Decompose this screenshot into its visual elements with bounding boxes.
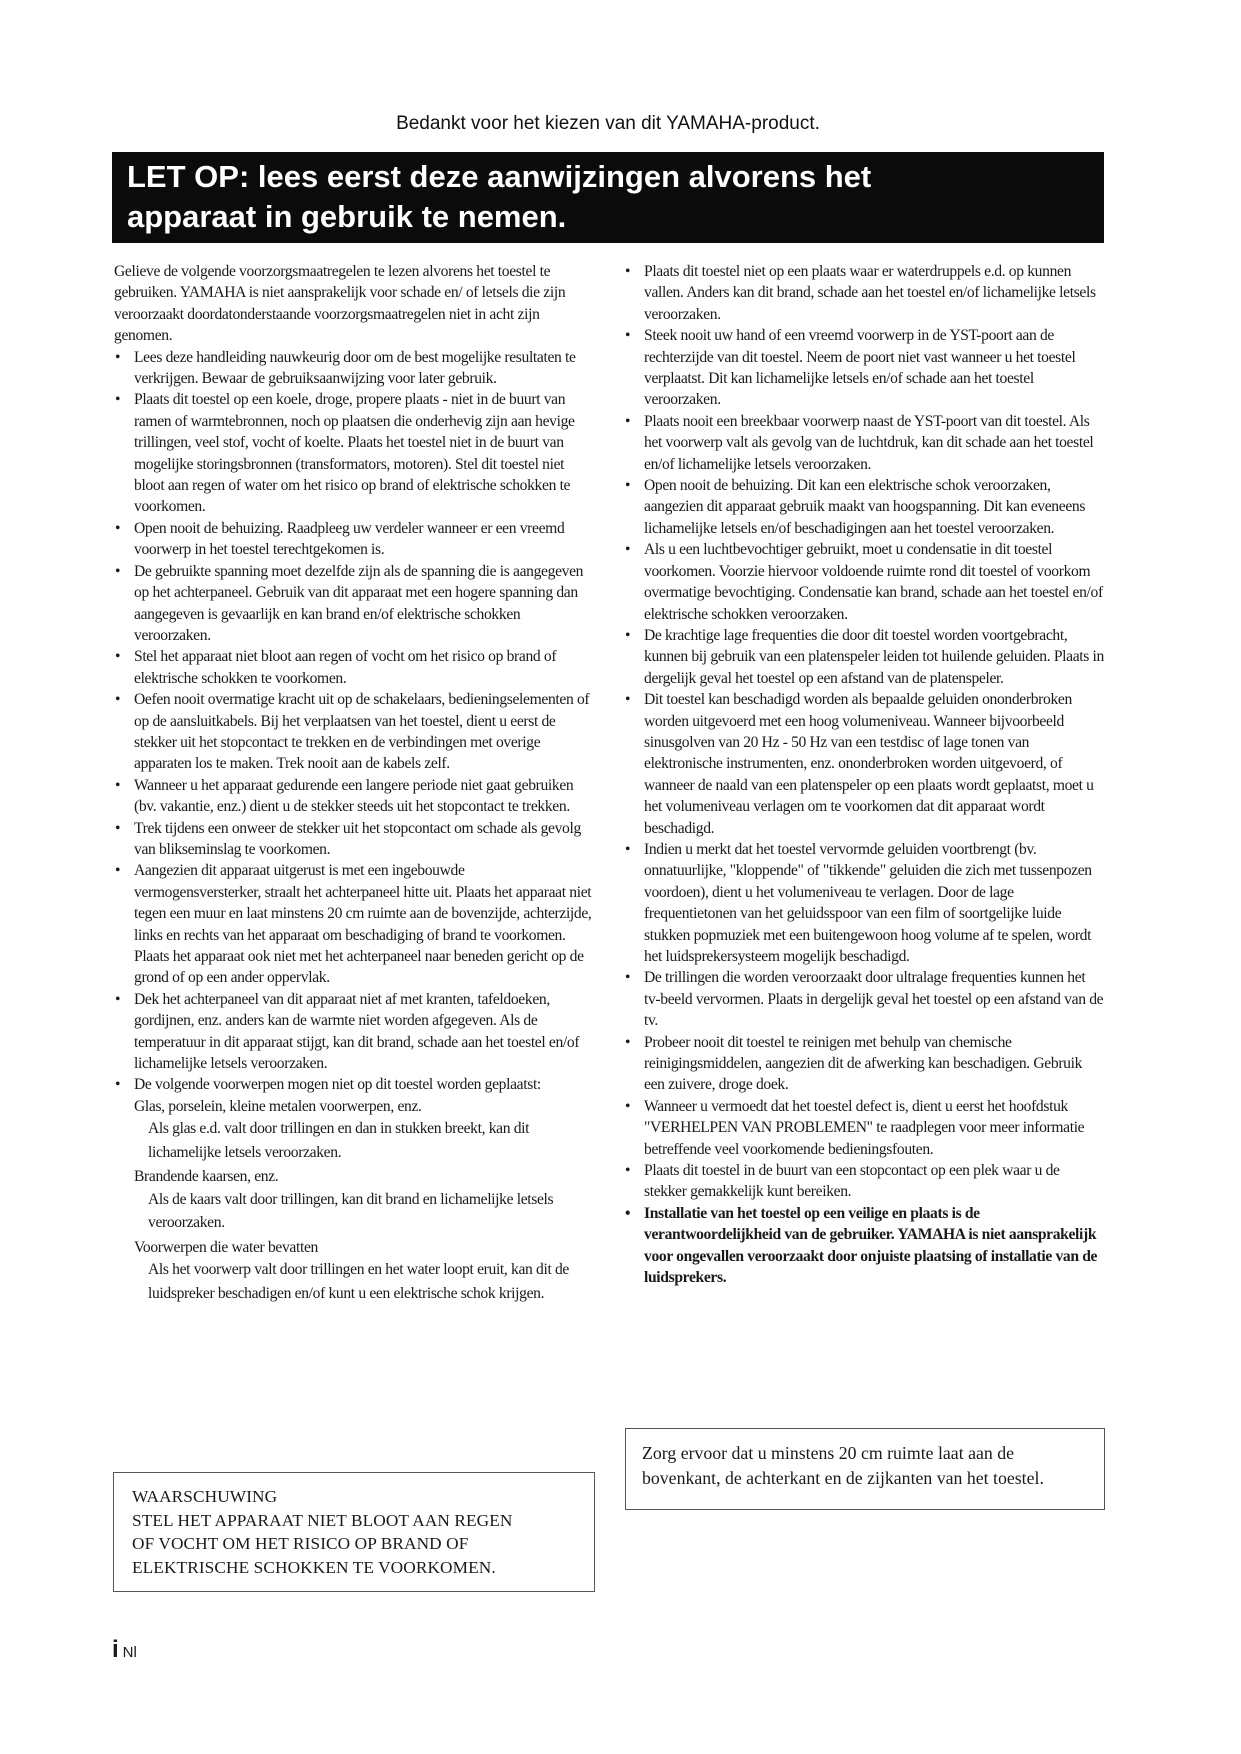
precaution-item: • De volgende voorwerpen mogen niet op dit toestel worden geplaatst: <box>114 1074 592 1095</box>
object-explanation: Als het voorwerp valt door trillingen en het water loopt eruit, kan dit de luidspreker beschadigen en/of kunt u een elektrische schok krijgen. <box>148 1261 570 1302</box>
object-heading: Glas, porselein, kleine metalen voorwerpen, enz. <box>134 1097 422 1115</box>
precaution-item: • Als u een luchtbevochtiger gebruikt, moet u condensatie in dit toestel voorkomen. Voorzie hiervoor voldoende ruimte rond dit toestel of voorkom overmatige bevochtiging. Condensatie kan brand, schade aan het toestel en/of elektrische schokken veroorzaken. <box>624 539 1104 625</box>
left-column <box>114 261 592 1307</box>
object-explanation: Als glas e.d. valt door trillingen en dan in stukken breekt, kan dit lichamelijke letsels veroorzaken. <box>148 1120 530 1161</box>
right-precautions-list <box>624 261 1104 1289</box>
precaution-item: • Indien u merkt dat het toestel vervormde geluiden voortbrengt (bv. onnatuurlijke, "kloppende" of "tikkende" geluiden die zich met tussenpozen voordoen), dient u het volumeniveau te verlagen. Door de lage frequentietonen van het geluidsspoor van een film of soortgelijke luide stukken popmuziek met een buitengewoon hoog volume af te spelen, wordt het luidsprekersysteem mogelijk beschadigd. <box>624 839 1104 967</box>
thank-you-line: Bedankt voor het kiezen van dit YAMAHA-product. <box>396 113 820 134</box>
installation-responsibility-item: • Installatie van het toestel op een veilige en plaats is de verantwoordelijkheid van de gebruiker. YAMAHA is niet aansprakelijk voor ongevallen veroorzaakt door onjuiste plaatsing of installatie van de luidsprekers. <box>624 1203 1104 1289</box>
warning-box <box>113 1472 595 1592</box>
object-heading: Voorwerpen die water bevatten <box>134 1238 318 1256</box>
right-column <box>624 261 1104 1289</box>
warning-title: WAARSCHUWING <box>132 1487 278 1506</box>
precaution-item: • Wanneer u het apparaat gedurende een langere periode niet gaat gebruiken (bv. vakantie, enz.) dient u de stekker steeds uit het stopcontact te trekken. <box>114 775 592 818</box>
precaution-item: • Oefen nooit overmatige kracht uit op de schakelaars, bedieningselementen of op de aansluitkabels. Bij het verplaatsen van het toestel, dient u eerst de stekker uit het stopcontact te trekken en de verbindingen met overige apparaten los te maken. Trek nooit aan de kabels zelf. <box>114 689 592 775</box>
banner-title-line-1: LET OP: lees eerst deze aanwijzingen alvorens het <box>127 159 872 194</box>
precaution-item: • Stel het apparaat niet bloot aan regen of vocht om het risico op brand of elektrische schokken te voorkomen. <box>114 646 592 689</box>
object-explanation: Als de kaars valt door trillingen, kan dit brand en lichamelijke letsels veroorzaken. <box>148 1190 554 1232</box>
banner-title-line-2: apparaat in gebruik te nemen. <box>127 199 567 234</box>
note-line: bovenkant, de achterkant en de zijkanten van het toestel. <box>642 1467 1044 1488</box>
precaution-item: • Probeer nooit dit toestel te reinigen met behulp van chemische reinigingsmiddelen, aangezien dit de afwerking kan beschadigen. Gebruik een zuivere, droge doek. <box>624 1032 1104 1096</box>
warning-line: OF VOCHT OM HET RISICO OP BRAND OF <box>132 1534 469 1553</box>
left-precautions-list <box>114 347 592 1096</box>
precaution-item: • Aangezien dit apparaat uitgerust is met een ingebouwde vermogensversterker, straalt het achterpaneel hitte uit. Plaats het apparaat niet tegen een muur en laat minstens 20 cm ruimte aan de bovenzijde, achterzijde, links en rechts van het apparaat om beschadiging of brand te voorkomen. Plaats het apparaat ook niet met het achterpaneel naar beneden gericht op de grond of op een ander oppervlak. <box>114 860 592 988</box>
precaution-item: • Plaats nooit een breekbaar voorwerp naast de YST-poort van dit toestel. Als het voorwerp valt als gevolg van de luchtdruk, kan dit schade aan het toestel en/of lichamelijke letsels veroorzaken. <box>624 411 1104 475</box>
object-heading: Brandende kaarsen, enz. <box>134 1168 279 1186</box>
precaution-item: • Plaats dit toestel niet op een plaats waar er waterdruppels e.d. op kunnen vallen. Anders kan dit brand, schade aan het toestel en/of lichamelijke letsels veroorzaken. <box>624 261 1104 325</box>
precaution-item: • Plaats dit toestel in de buurt van een stopcontact op een plek waar u de stekker gemakkelijk kunt bereiken. <box>624 1160 1104 1203</box>
precaution-item: • Open nooit de behuizing. Dit kan een elektrische schok veroorzaken, aangezien dit apparaat gebruik maakt van hoogspanning. Dit kan eveneens lichamelijke letsels en/of beschadigingen aan het toestel veroorzaken. <box>624 475 1104 539</box>
precaution-item: • Wanneer u vermoedt dat het toestel defect is, dient u eerst het hoofdstuk "VERHELPEN VAN PROBLEMEN" te raadplegen voor meer informatie betreffende veel voorkomende bedieningsfouten. <box>624 1096 1104 1160</box>
page-number <box>112 1636 137 1664</box>
page-number-value: i <box>112 1636 119 1663</box>
precaution-item: • Steek nooit uw hand of een vreemd voorwerp in de YST-poort aan de rechterzijde van dit toestel. Neem de poort niet vast wanneer u het toestel verplaatst. Dit kan lichamelijke letsels en/of schade aan het toestel veroorzaken. <box>624 325 1104 411</box>
precaution-item: • De trillingen die worden veroorzaakt door ultralage frequenties kunnen het tv-beeld vervormen. Plaats in dergelijk geval het toestel op een afstand van de tv. <box>624 967 1104 1031</box>
clearance-note-box <box>625 1428 1105 1510</box>
caution-banner <box>112 152 1104 243</box>
precaution-item: • De krachtige lage frequenties die door dit toestel worden voortgebracht, kunnen bij gebruik van een platenspeler leiden tot huilende geluiden. Plaats in dergelijk geval het toestel op een afstand van de platenspeler. <box>624 625 1104 689</box>
precaution-item: • Trek tijdens een onweer de stekker uit het stopcontact om schade als gevolg van blikseminslag te voorkomen. <box>114 818 592 861</box>
precaution-item: • Dit toestel kan beschadigd worden als bepaalde geluiden ononderbroken worden uitgevoerd met een hoog volumeniveau. Wanneer bijvoorbeeld sinusgolven van 20 Hz - 50 Hz van een testdisc of lage tonen van elektronische instrumenten, enz. ononderbroken worden uitgevoerd, of wanneer de naald van een platenspeler op een plaats wordt geplaatst, moet u het volumeniveau verlagen om te voorkomen dat dit apparaat wordt beschadigd. <box>624 689 1104 839</box>
note-line: Zorg ervoor dat u minstens 20 cm ruimte laat aan de <box>642 1443 1014 1463</box>
language-code: Nl <box>122 1644 137 1661</box>
precaution-item: • De gebruikte spanning moet dezelfde zijn als de spanning die is aangegeven op het achterpaneel. Gebruik van dit apparaat met een hogere spanning dan aangegeven is gevaarlijk en kan brand en/of elektrische schokken veroorzaken. <box>114 561 592 647</box>
precaution-item: • Lees deze handleiding nauwkeurig door om de best mogelijke resultaten te verkrijgen. Bewaar de gebruiksaanwijzing voor later gebruik. <box>114 347 592 390</box>
intro-paragraph: Gelieve de volgende voorzorgsmaatregelen te lezen alvorens het toestel te gebruiken. YAMAHA is niet aansprakelijk voor schade en/ of letsels die zijn veroorzaakt doordatonderstaande voorzorgsmaatregelen niet in acht zijn genomen. <box>114 263 566 345</box>
precaution-item: • Open nooit de behuizing. Raadpleeg uw verdeler wanneer er een vreemd voorwerp in het toestel terechtgekomen is. <box>114 518 592 561</box>
precaution-item: • Plaats dit toestel op een koele, droge, propere plaats - niet in de buurt van ramen of warmtebronnen, noch op plaatsen die onderhevig zijn aan hevige trillingen, veel stof, vocht of koelte. Plaats het toestel niet in de buurt van mogelijke storingsbronnen (transformators, motoren). Stel dit toestel niet bloot aan regen of water om het risico op brand of elektrische schokken te voorkomen. <box>114 389 592 517</box>
warning-line: STEL HET APPARAAT NIET BLOOT AAN REGEN <box>132 1510 513 1530</box>
warning-line: ELEKTRISCHE SCHOKKEN TE VOORKOMEN. <box>132 1557 496 1577</box>
precaution-item: • Dek het achterpaneel van dit apparaat niet af met kranten, tafeldoeken, gordijnen, enz. anders kan de warmte niet worden afgegeven. Als de temperatuur in dit apparaat stijgt, kan dit brand, schade aan het toestel en/of lichamelijke letsels veroorzaken. <box>114 989 592 1075</box>
